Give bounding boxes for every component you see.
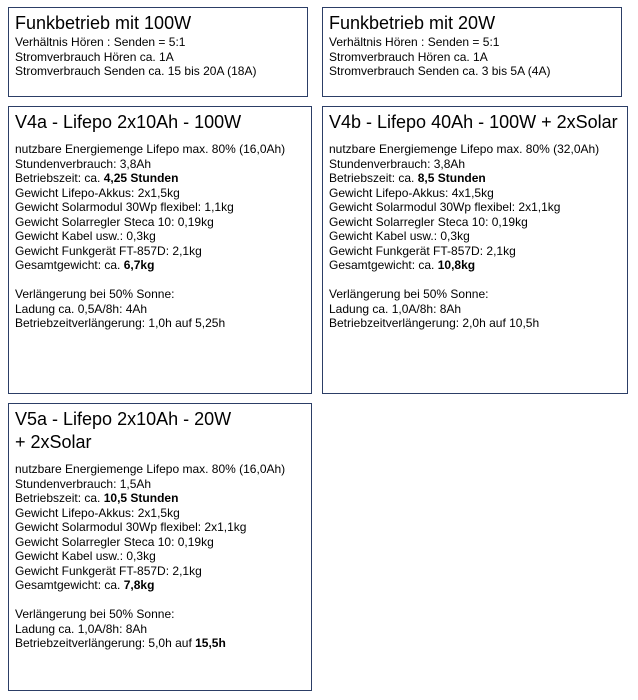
- runtime-value: 4,25 Stunden: [103, 171, 179, 185]
- extension-label: Betriebzeitverlängerung: 2,0h auf 10,5h: [329, 316, 540, 330]
- radio-weight-line: Gewicht Funkgerät FT-857D: 2,1kg: [15, 243, 202, 258]
- extension-label: Betriebzeitverlängerung: 5,0h auf: [15, 636, 196, 650]
- total-weight-value: 7,8kg: [123, 578, 155, 592]
- radio-weight-line: Gewicht Funkgerät FT-857D: 2,1kg: [329, 243, 516, 258]
- box-title: V4a - Lifepo 2x10Ah - 100W: [15, 112, 242, 132]
- receive-current-line: Stromverbrauch Hören ca. 1A: [15, 49, 174, 64]
- box-funkbetrieb-20w: [322, 7, 622, 97]
- box-v5a: [8, 403, 312, 691]
- receive-current-line: Stromverbrauch Hören ca. 1A: [329, 49, 488, 64]
- runtime-line: [15, 491, 305, 506]
- transmit-current-line: Stromverbrauch Senden ca. 3 bis 5A (4A): [329, 64, 551, 78]
- total-weight-line: [15, 578, 305, 593]
- solar-weight-line: Gewicht Solarmodul 30Wp flexibel: 2x1,1kg: [15, 520, 247, 534]
- total-weight-label: Gesamtgewicht: ca.: [329, 258, 438, 272]
- extension-title: Verlängerung bei 50% Sonne:: [15, 607, 175, 621]
- extension-title: Verlängerung bei 50% Sonne:: [329, 287, 489, 301]
- extension-value: 15,5h: [195, 636, 226, 650]
- total-weight-line: [15, 258, 305, 273]
- runtime-label: Betriebszeit: ca.: [15, 491, 104, 505]
- box-title: V5a - Lifepo 2x10Ah - 20W + 2xSolar: [15, 409, 232, 452]
- charge-line: Ladung ca. 0,5A/8h: 4Ah: [15, 301, 148, 316]
- runtime-value: 10,5 Stunden: [103, 491, 179, 505]
- cable-weight-line: Gewicht Kabel usw.: 0,3kg: [15, 229, 156, 243]
- hourly-consumption-line: Stundenverbrauch: 3,8Ah: [329, 156, 466, 171]
- runtime-line: [329, 171, 621, 186]
- controller-weight-line: Gewicht Solarregler Steca 10: 0,19kg: [329, 214, 528, 229]
- extension-line: [329, 316, 621, 331]
- energy-line: nutzbare Energiemenge Lifepo max. 80% (16,0Ah): [15, 462, 286, 476]
- energy-line: nutzbare Energiemenge Lifepo max. 80% (16,0Ah): [15, 142, 286, 156]
- runtime-line: [15, 171, 305, 186]
- charge-line: Ladung ca. 1,0A/8h: 8Ah: [15, 621, 148, 636]
- runtime-label: Betriebszeit: ca.: [15, 171, 104, 185]
- cable-weight-line: Gewicht Kabel usw.: 0,3kg: [15, 549, 156, 563]
- battery-weight-line: Gewicht Lifepo-Akkus: 2x1,5kg: [15, 185, 180, 200]
- solar-weight-line: Gewicht Solarmodul 30Wp flexibel: 2x1,1kg: [329, 200, 561, 214]
- extension-line: [15, 636, 305, 651]
- controller-weight-line: Gewicht Solarregler Steca 10: 0,19kg: [15, 534, 214, 549]
- cable-weight-line: Gewicht Kabel usw.: 0,3kg: [329, 229, 470, 243]
- controller-weight-line: Gewicht Solarregler Steca 10: 0,19kg: [15, 214, 214, 229]
- battery-weight-line: Gewicht Lifepo-Akkus: 4x1,5kg: [329, 185, 494, 200]
- radio-weight-line: Gewicht Funkgerät FT-857D: 2,1kg: [15, 563, 202, 578]
- extension-title: Verlängerung bei 50% Sonne:: [15, 287, 175, 301]
- total-weight-value: 10,8kg: [437, 258, 476, 272]
- extension-line: [15, 316, 305, 331]
- box-v4a: [8, 106, 312, 394]
- hourly-consumption-line: Stundenverbrauch: 1,5Ah: [15, 476, 152, 491]
- total-weight-label: Gesamtgewicht: ca.: [15, 578, 124, 592]
- hourly-consumption-line: Stundenverbrauch: 3,8Ah: [15, 156, 152, 171]
- ratio-line: Verhältnis Hören : Senden = 5:1: [329, 35, 500, 49]
- total-weight-line: [329, 258, 621, 273]
- charge-line: Ladung ca. 1,0A/8h: 8Ah: [329, 301, 462, 316]
- total-weight-label: Gesamtgewicht: ca.: [15, 258, 124, 272]
- energy-line: nutzbare Energiemenge Lifepo max. 80% (32,0Ah): [329, 142, 600, 156]
- ratio-line: Verhältnis Hören : Senden = 5:1: [15, 35, 186, 49]
- total-weight-value: 6,7kg: [123, 258, 155, 272]
- battery-weight-line: Gewicht Lifepo-Akkus: 2x1,5kg: [15, 505, 180, 520]
- box-funkbetrieb-100w: [8, 7, 308, 97]
- transmit-current-line: Stromverbrauch Senden ca. 15 bis 20A (18A): [15, 64, 257, 78]
- box-title: Funkbetrieb mit 20W: [329, 13, 496, 33]
- solar-weight-line: Gewicht Solarmodul 30Wp flexibel: 1,1kg: [15, 200, 234, 214]
- runtime-label: Betriebszeit: ca.: [329, 171, 418, 185]
- runtime-value: 8,5 Stunden: [417, 171, 486, 185]
- box-v4b: [322, 106, 628, 394]
- box-title: V4b - Lifepo 40Ah - 100W + 2xSolar: [329, 112, 618, 132]
- box-title: Funkbetrieb mit 100W: [15, 13, 192, 33]
- extension-label: Betriebzeitverlängerung: 1,0h auf 5,25h: [15, 316, 226, 330]
